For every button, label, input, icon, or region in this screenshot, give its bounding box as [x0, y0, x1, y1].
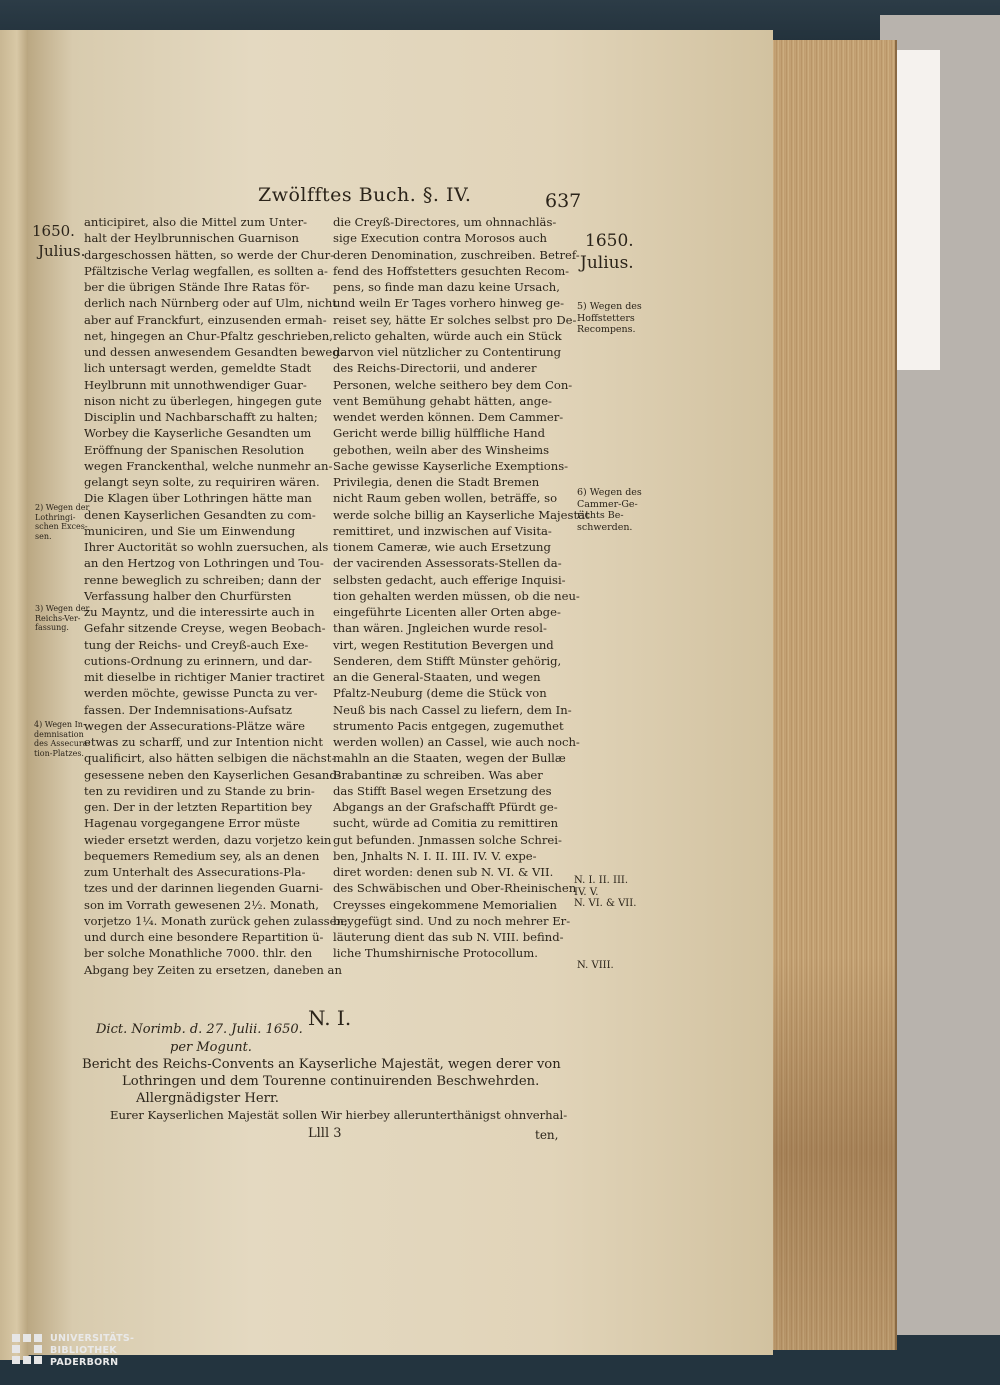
paper-sheet — [895, 50, 940, 370]
margin-line: Recompens. — [577, 324, 636, 335]
margin-line: sen. — [35, 531, 52, 541]
margin-line: N. I. II. III. — [574, 875, 629, 886]
text-line: tionem Cameræ, wie auch Ersetzung — [333, 540, 551, 554]
text-line: cutions-Ordnung zu erinnern, und dar- — [84, 653, 312, 668]
margin-line: 5) Wegen des — [577, 301, 642, 312]
library-logo-text: UNIVERSITÄTS- BIBLIOTHEK PADERBORN — [50, 1333, 135, 1368]
text-line: liche Thumshirnische Protocollum. — [333, 946, 538, 961]
text-line: wegen Franckenthal, welche nunmehr an- — [84, 458, 333, 473]
text-line: reiset sey, hätte Er solches selbst pro De- — [333, 312, 577, 327]
margin-refs-2 — [577, 960, 614, 972]
text-line: fend des Hoffstetters gesuchten Recom- — [333, 263, 570, 278]
text-line: wegen der Assecurations-Plätze wäre — [84, 718, 305, 733]
previous-page-edge — [0, 30, 29, 1360]
text-line: derlich nach Nürnberg oder auf Ulm, nicht — [84, 296, 337, 311]
text-line: Eröffnung der Spanischen Resolution — [84, 442, 305, 457]
text-line: Sache gewisse Kayserliche Exemptions- — [333, 458, 569, 473]
text-line: vent Bemühung gehabt hätten, ange- — [333, 393, 552, 408]
margin-line: 2) Wegen der — [35, 503, 90, 512]
text-line: mahln an die Staaten, wegen der Bullæ — [333, 751, 566, 766]
text-line: diret worden: denen sub N. VI. & VII. — [333, 865, 554, 879]
text-line: zu Mayntz, und die interessirte auch in — [84, 605, 315, 619]
margin-line: N. VI. & VII. — [574, 898, 637, 909]
text-line: municiren, und Sie um Einwendung — [84, 523, 296, 538]
text-line: Verfassung halber den Churfürsten — [84, 588, 292, 603]
text-line: des Schwäbischen und Ober-Rheinischen — [333, 881, 577, 896]
text-line: Ihrer Auctorität so wohln zuersuchen, als — [84, 540, 329, 554]
document-heading: N. I. — [308, 1006, 352, 1030]
margin-note-3 — [35, 604, 89, 633]
margin-line: fassung. — [35, 623, 69, 632]
text-line: tion gehalten werden müssen, ob die neu- — [333, 588, 580, 603]
text-line: Privilegia, denen die Stadt Bremen — [333, 475, 540, 489]
text-line: than wären. Jngleichen wurde resol- — [333, 621, 547, 636]
text-line: Worbey die Kayserliche Gesandten um — [84, 426, 312, 441]
text-line: darvon viel nützlicher zu Contentirung — [333, 345, 562, 359]
left-column — [84, 214, 348, 978]
text-line: bequemers Remedium sey, als an denen — [84, 848, 320, 863]
text-line: Die Klagen über Lothringen hätte man — [84, 491, 312, 506]
text-line: zum Unterhalt des Assecurations-Pla- — [84, 865, 306, 879]
text-line: aber auf Franckfurt, einzusenden ermah- — [84, 312, 327, 327]
margin-line: Cammer-Ge- — [577, 498, 638, 510]
margin-line: 3) Wegen der — [35, 604, 90, 613]
margin-line: IV. V. — [574, 886, 599, 898]
text-line: Neuß bis nach Cassel zu liefern, dem In- — [333, 702, 572, 717]
text-line: deren Denomination, zuschreiben. Betref- — [333, 247, 580, 262]
text-line: gebothen, weiln aber des Winsheims — [333, 442, 550, 457]
text-line: tzes und der darinnen liegenden Guarni- — [84, 881, 324, 896]
text-line: selbsten gedacht, auch efferige Inquisi- — [333, 572, 566, 587]
text-line: an die General-Staaten, und wegen — [333, 670, 541, 684]
text-line: ben, Jnhalts N. I. II. III. IV. V. expe- — [333, 848, 537, 863]
text-line: sige Execution contra Morosos auch — [333, 231, 547, 246]
text-line: beygefügt sind. Und zu noch mehrer Er- — [333, 913, 571, 928]
margin-line: 6) Wegen des — [577, 487, 642, 498]
text-line: tung der Reichs- und Creyß-auch Exe- — [84, 637, 309, 652]
margin-line: demnisation — [34, 729, 84, 739]
margin-note-4 — [34, 720, 90, 758]
text-line: Hagenau vorgegangene Error müste — [84, 816, 300, 831]
year-left: 1650. — [32, 222, 75, 240]
text-line: gelangt seyn solte, zu requiriren wären. — [84, 475, 320, 489]
text-line: und dessen anwesendem Gesandten beweg- — [84, 345, 344, 359]
text-line: mit dieselbe in richtiger Manier tractiret — [84, 670, 325, 684]
text-line: anticipiret, also die Mittel zum Unter- — [84, 215, 308, 229]
text-line: ber solche Monathliche 7000. thlr. den — [84, 946, 313, 961]
month-right: Julius. — [580, 253, 634, 273]
text-line: werde solche billig an Kayserliche Majestät — [333, 507, 590, 522]
margin-note-6 — [577, 487, 642, 533]
text-line: Gericht werde billig hülffliche Hand — [333, 426, 546, 441]
margin-line: Reichs-Ver- — [35, 613, 81, 623]
margin-line: Hoffstetters — [577, 312, 635, 324]
text-line: eingeführte Licenten aller Orten abge- — [333, 605, 561, 619]
text-line: der vacirenden Assessorats-Stellen da- — [333, 556, 562, 571]
text-line: strumento Pacis entgegen, zugemuthet — [333, 718, 564, 733]
text-line: qualificirt, also hätten selbigen die nächst- — [84, 751, 336, 766]
text-line: an den Hertzog von Lothringen und Tou- — [84, 556, 324, 571]
signature-mark: Llll 3 — [308, 1126, 342, 1141]
text-line: Abgangs an der Grafschafft Pfürdt ge- — [333, 800, 558, 814]
text-line: halt der Heylbrunnischen Guarnison — [84, 231, 299, 246]
text-line: ber die übrigen Stände Ihre Ratas för- — [84, 280, 310, 294]
text-line: Brabantinæ zu schreiben. Was aber — [333, 767, 543, 782]
text-line: virt, wegen Restitution Bevergen und — [333, 637, 554, 652]
first-line: Eurer Kayserlichen Majestät sollen Wir hierbey allerunterthänigst ohnverhal- — [110, 1108, 568, 1122]
margin-line: N. VIII. — [577, 960, 614, 971]
text-line: lich untersagt werden, gemeldte Stadt — [84, 361, 312, 376]
text-line: gut befunden. Jnmassen solche Schrei- — [333, 832, 562, 847]
margin-note-5 — [577, 301, 642, 336]
text-line: und durch eine besondere Repartition ü- — [84, 930, 324, 944]
text-line: remittiret, und inzwischen auf Visita- — [333, 523, 552, 538]
text-line: fassen. Der Indemnisations-Aufsatz — [84, 702, 292, 717]
library-logo[interactable] — [12, 1330, 152, 1380]
text-line: Heylbrunn mit unnothwendiger Guar- — [84, 377, 307, 392]
text-line: Senderen, dem Stifft Münster gehörig, — [333, 653, 562, 668]
text-line: wieder ersetzt werden, dazu vorjetzo kein — [84, 832, 332, 847]
margin-refs-1 — [574, 875, 636, 910]
dict-line: Dict. Norimb. d. 27. Julii. 1650. — [96, 1022, 303, 1037]
margin-line: 4) Wegen In- — [34, 720, 86, 729]
page-edges — [770, 40, 897, 1350]
text-line: relicto gehalten, würde auch ein Stück — [333, 328, 562, 343]
title-line-2: Lothringen und dem Tourenne continuirenden Beschwehrden. — [122, 1074, 540, 1089]
text-line: vorjetzo 1¼. Monath zurück gehen zulassen, — [84, 913, 348, 928]
text-line: Pfältzische Verlag wegfallen, es sollten a- — [84, 263, 328, 278]
text-line: pens, so finde man dazu keine Ursach, — [333, 280, 560, 294]
margin-line: Lothringi- — [35, 512, 76, 522]
margin-note-2 — [35, 503, 89, 541]
text-line: son im Vorrath gewesenen 2½. Monath, — [84, 897, 319, 912]
library-logo-icon — [12, 1334, 42, 1372]
running-head: Zwölfftes Buch. §. IV. — [258, 184, 472, 206]
page-number: 637 — [545, 190, 582, 212]
text-line: das Stifft Basel wegen Ersetzung des — [333, 783, 552, 798]
catchword: ten, — [535, 1128, 559, 1142]
text-line: Disciplin und Nachbarschafft zu halten; — [84, 410, 318, 424]
text-line: Abgang bey Zeiten zu ersetzen, daneben an — [84, 962, 342, 977]
text-line: etwas zu scharff, und zur Intention nicht — [84, 735, 323, 749]
text-line: werden wollen) an Cassel, wie auch noch- — [333, 735, 580, 749]
text-line: renne beweglich zu schreiben; dann der — [84, 572, 321, 587]
margin-line: schen Exces- — [35, 522, 88, 531]
per-line: per Mogunt. — [170, 1040, 252, 1055]
text-line: Creysses eingekommene Memorialien — [333, 897, 558, 912]
text-line: nicht Raum geben wollen, beträffe, so — [333, 491, 558, 506]
margin-line: des Assecura- — [34, 739, 91, 748]
text-line: dargeschossen hätten, so werde der Chur- — [84, 247, 335, 262]
text-line: gen. Der in der letzten Repartition bey — [84, 800, 313, 814]
text-line: wendet werden können. Dem Cammer- — [333, 410, 564, 424]
margin-line: schwerden. — [577, 521, 633, 533]
salutation: Allergnädigster Herr. — [136, 1091, 279, 1106]
text-line: Pfaltz-Neuburg (deme die Stück von — [333, 686, 547, 701]
text-line: des Reichs-Directorii, und anderer — [333, 361, 537, 376]
text-line: und weiln Er Tages vorhero hinweg ge- — [333, 296, 565, 311]
right-column — [333, 214, 590, 962]
year-right: 1650. — [585, 231, 634, 251]
text-line: sucht, würde ad Comitia zu remittiren — [333, 816, 559, 831]
margin-line: tion-Platzes. — [34, 748, 84, 758]
text-line: läuterung dient das sub N. VIII. befind- — [333, 930, 564, 944]
text-line: die Creyß-Directores, um ohnnachläs- — [333, 215, 557, 229]
month-left: Julius. — [38, 242, 86, 260]
text-line: ten zu revidiren und zu Stande zu brin- — [84, 783, 315, 798]
text-line: denen Kayserlichen Gesandten zu com- — [84, 507, 316, 522]
margin-line: richts Be- — [577, 510, 624, 521]
text-line: Personen, welche seithero bey dem Con- — [333, 377, 573, 392]
text-line: net, hingegen an Chur-Pfaltz geschrieben, — [84, 328, 333, 343]
text-line: gesessene neben den Kayserlichen Gesand- — [84, 767, 341, 782]
text-line: werden möchte, gewisse Puncta zu ver- — [84, 686, 318, 701]
title-line-1: Bericht des Reichs-Convents an Kayserliche Majestät, wegen derer von — [82, 1057, 561, 1072]
text-line: nison nicht zu überlegen, hingegen gute — [84, 393, 322, 408]
text-line: Gefahr sitzende Creyse, wegen Beobach- — [84, 621, 326, 636]
